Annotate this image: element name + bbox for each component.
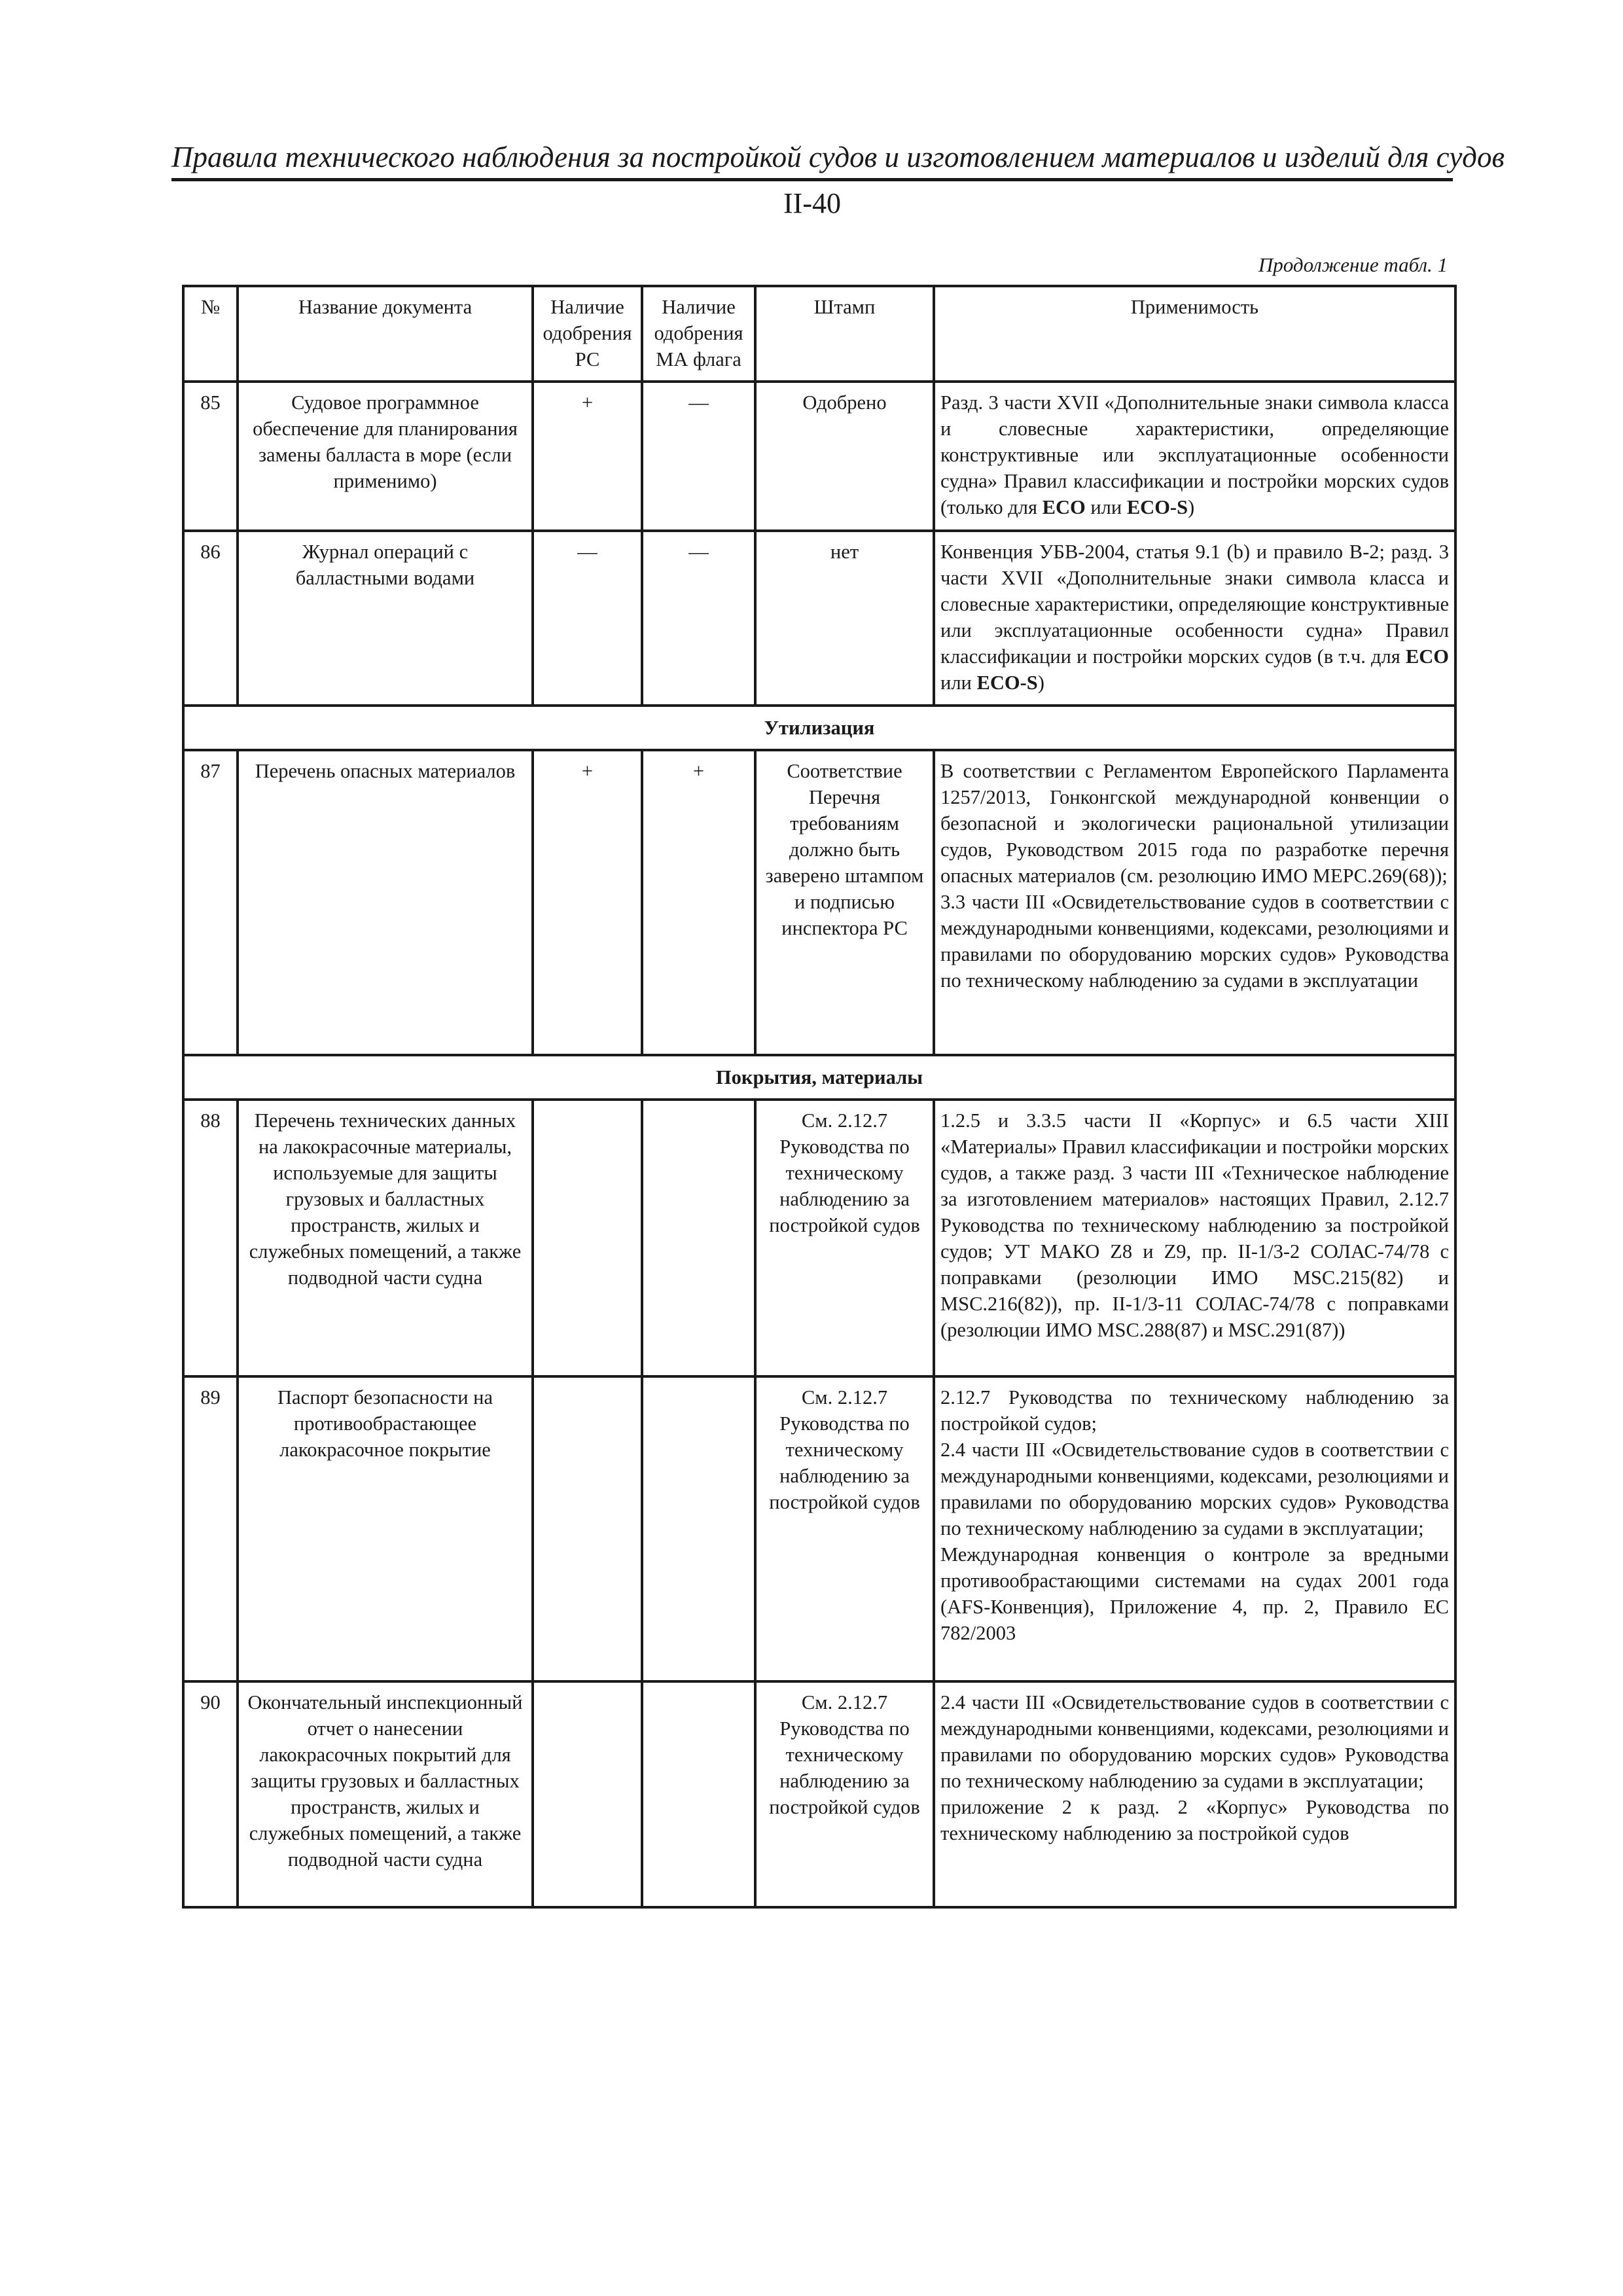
row-applicability [934,531,1455,706]
row-num: 85 [183,382,238,531]
row-stamp: Соответствие Перечня требованиям должно быть заверено штампом и подписью инспектора РС [755,750,934,1055]
applicability-paragraph: 2.4 части III «Освидетельствование судов в соответствии с международными конвенциями, кодексами, резолюциями и правилами по оборудованию морских судов» Руководства по техническому наблюдению за судами в эксплуатации; [940,1691,1449,1792]
row-stamp: См. 2.12.7 Руководства по техническому наблюдению за постройкой судов [755,1100,934,1376]
section-title: Утилизация [183,706,1455,750]
applicability-text: или [940,672,977,694]
table-caption: Продолжение табл. 1 [1258,253,1448,276]
class-notation-eco: ECO [1042,496,1086,518]
running-title: Правила технического наблюдения за постройкой судов и изготовлением материалов и изделий для судов [171,141,1505,173]
table-row [183,1376,1455,1681]
section-title: Покрытия, материалы [183,1055,1455,1100]
row-applicability: 1.2.5 и 3.3.5 части II «Корпус» и 6.5 части XIII «Материалы» Правил классификации и постройки морских судов, а также разд. 3 части III «Техническое наблюдение за изготовлением материалов» настоящих Правил, 2.12.7 Руководства по техническому наблюдению за постройкой судов; УТ МАКО Z8 и Z9, пр. II-1/3-2 СОЛАС-74/78 с поправками (резолюции ИМО MSC.215(82) и MSC.216(82)), пр. II-1/3-11 СОЛАС-74/78 с поправками (резолюции ИМО MSC.288(87) и MSC.291(87)) [934,1100,1455,1376]
row-num: 87 [183,750,238,1055]
applicability-paragraph: приложение 2 к разд. 2 «Корпус» Руководства по техническому наблюдению за постройкой судов [940,1796,1449,1844]
class-notation-eco: ECO [1405,645,1449,668]
row-rs-approval [533,1681,642,1907]
row-num: 88 [183,1100,238,1376]
applicability-paragraph: В соответствии с Регламентом Европейского Парламента 1257/2013, Гонконгской международной конвенции о безопасной и экологически рациональной утилизации судов, Руководством 2015 года по разработке перечня опасных материалов (см. резолюцию ИМО MEPC.269(68)); [940,760,1449,887]
header-rule [171,178,1453,181]
applicability-paragraph: 2.12.7 Руководства по техническому наблюдению за постройкой судов; [940,1386,1449,1435]
row-ma-approval [642,1681,755,1907]
table-row [183,750,1455,1055]
row-stamp: Одобрено [755,382,934,531]
row-num: 89 [183,1376,238,1681]
row-rs-approval [533,1100,642,1376]
applicability-text: или [1085,496,1127,518]
class-notation-eco-s: ECO-S [976,672,1038,694]
applicability-text: Разд. 3 части XVII «Дополнительные знаки символа класса и словесные характеристики, определяющие конструктивные или эксплуатационные особенности судна» Правил классификации и постройки морских судов (только для [940,391,1449,518]
row-document-name: Паспорт безопасности на противообрастающее лакокрасочное покрытие [238,1376,533,1681]
row-stamp: См. 2.12.7 Руководства по техническому наблюдению за постройкой судов [755,1376,934,1681]
applicability-text: ) [1037,672,1044,694]
table-row [183,1100,1455,1376]
row-rs-approval [533,1376,642,1681]
col-header-applicability: Применимость [934,286,1455,382]
row-stamp: нет [755,531,934,706]
col-header-name: Название документа [238,286,533,382]
row-stamp: См. 2.12.7 Руководства по техническому наблюдению за постройкой судов [755,1681,934,1907]
applicability-text: ) [1188,496,1195,518]
row-document-name: Перечень технических данных на лакокрасочные материалы, используемые для защиты грузовых и балластных пространств, жилых и служебных помещений, а также подводной части судна [238,1100,533,1376]
row-document-name: Судовое программное обеспечение для планирования замены балласта в море (если применимо) [238,382,533,531]
table-header-row [183,286,1455,382]
row-document-name: Журнал операций с балластными водами [238,531,533,706]
row-ma-approval: + [642,750,755,1055]
row-applicability [934,1376,1455,1681]
row-ma-approval: — [642,531,755,706]
applicability-text: Конвенция УБВ-2004, статья 9.1 (b) и правило B-2; разд. 3 части XVII «Дополнительные знаки символа класса и словесные характеристики, определяющие конструктивные или эксплуатационные особенности судна» Правил классификации и постройки морских судов (в т.ч. для [940,541,1449,668]
row-document-name: Перечень опасных материалов [238,750,533,1055]
applicability-paragraph: Международная конвенция о контроле за вредными противообрастающими системами на судах 2001 года (AFS-Конвенция), Приложение 4, пр. 2, Правило ЕС 782/2003 [940,1543,1449,1644]
row-ma-approval [642,1376,755,1681]
section-row-coatings [183,1055,1455,1100]
row-rs-approval: — [533,531,642,706]
table-row [183,1681,1455,1907]
page-number: II-40 [783,187,841,219]
col-header-rs: Наличие одобрения РС [533,286,642,382]
row-num: 90 [183,1681,238,1907]
row-document-name: Окончательный инспекционный отчет о нанесении лакокрасочных покрытий для защиты грузовых и балластных пространств, жилых и служебных помещений, а также подводной части судна [238,1681,533,1907]
col-header-stamp: Штамп [755,286,934,382]
row-ma-approval [642,1100,755,1376]
table-row [183,531,1455,706]
row-ma-approval: — [642,382,755,531]
table-row [183,382,1455,531]
applicability-paragraph: 2.4 части III «Освидетельствование судов в соответствии с международными конвенциями, кодексами, резолюциями и правилами по оборудованию морских судов» Руководства по техническому наблюдению за судами в эксплуатации; [940,1439,1449,1539]
col-header-num: № [183,286,238,382]
row-applicability [934,382,1455,531]
row-rs-approval: + [533,750,642,1055]
class-notation-eco-s: ECO-S [1126,496,1188,518]
col-header-ma: Наличие одобрения МА флага [642,286,755,382]
documents-table [182,285,1457,1909]
applicability-paragraph: 3.3 части III «Освидетельствование судов в соответствии с международными конвенциями, кодексами, резолюциями и правилами по оборудованию морских судов» Руководства по техническому наблюдению за судами в эксплуатации [940,891,1449,992]
section-row-utilization [183,706,1455,750]
row-num: 86 [183,531,238,706]
row-applicability [934,750,1455,1055]
row-applicability [934,1681,1455,1907]
row-rs-approval: + [533,382,642,531]
